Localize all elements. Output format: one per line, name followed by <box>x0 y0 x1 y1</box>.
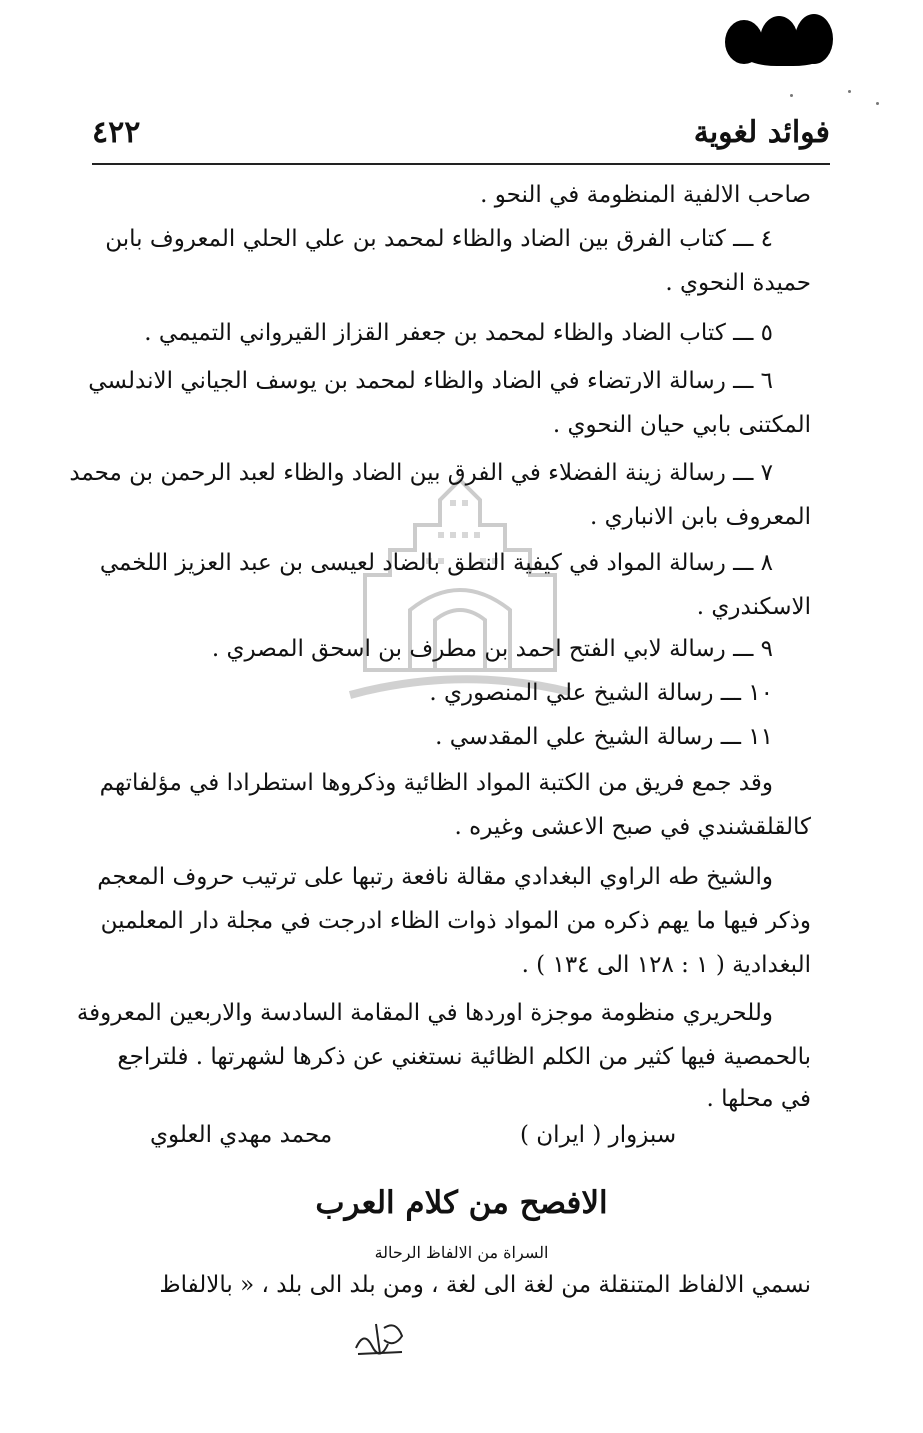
header-rule <box>92 163 830 165</box>
text-line: ٨ ـــ رسالة المواد في كيفية النطق بالضاد لعيسى بن عبد العزيز اللخمي <box>99 550 773 576</box>
text-line: ٩ ـــ رسالة لابي الفتح احمد بن مطرف بن اسحق المصري . <box>211 636 773 662</box>
text-line: وذكر فيها ما يهم ذكره من المواد ذوات الظاء ادرجت في مجلة دار المعلمين <box>100 908 811 934</box>
next-article-subtitle: السراة من الالفاظ الرحالة <box>374 1243 549 1262</box>
text-line: ٦ ـــ رسالة الارتضاء في الضاد والظاء لمحمد بن يوسف الجياني الاندلسي <box>88 368 773 394</box>
text-line: ١٠ ـــ رسالة الشيخ علي المنصوري . <box>429 680 773 706</box>
text-line: وقد جمع فريق من الكتبة المواد الظائية وذكروها استطرادا في مؤلفاتهم <box>99 770 773 796</box>
text-line: الاسكندري . <box>696 594 811 620</box>
page-number: ٤٢٢ <box>92 114 141 150</box>
page-header <box>92 108 830 156</box>
text-line: المكتنى بابي حيان النحوي . <box>552 412 811 438</box>
text-line: ٥ ـــ كتاب الضاد والظاء لمحمد بن جعفر القزاز القيرواني التميمي . <box>144 320 773 346</box>
text-line: وللحريري منظومة موجزة اوردها في المقامة السادسة والاربعين المعروفة <box>76 1000 773 1026</box>
text-line: ٧ ـــ رسالة زينة الفضلاء في الفرق بين الضاد والظاء لعبد الرحمن بن محمد <box>69 460 773 486</box>
text-line: ٤ ـــ كتاب الفرق بين الضاد والظاء لمحمد بن علي الحلي المعروف بابن <box>105 226 773 252</box>
text-line: حميدة النحوي . <box>665 270 811 296</box>
text-line: في محلها . <box>706 1086 811 1112</box>
next-article-title: الافصح من كلام العرب <box>315 1185 608 1221</box>
signature-name: محمد مهدي العلوي <box>150 1122 333 1148</box>
next-article-first-line: نسمي الالفاظ المتنقلة من لغة الى لغة ، ومن بلد الى بلد ، « بالالفاظ <box>159 1272 811 1298</box>
running-title: فوائد لغوية <box>693 114 830 150</box>
text-line: كالقلقشندي في صبح الاعشى وغيره . <box>454 814 811 840</box>
text-line: المعروف بابن الانباري . <box>590 504 811 530</box>
signature-place: سبزوار ( ايران ) <box>520 1122 677 1148</box>
text-line: ١١ ـــ رسالة الشيخ علي المقدسي . <box>435 724 773 750</box>
text-line: صاحب الالفية المنظومة في النحو . <box>480 182 811 208</box>
signature-stamp-icon <box>350 1310 410 1362</box>
text-line: البغدادية ( ١ : ١٢٨ الى ١٣٤ ) . <box>521 952 811 978</box>
text-line: والشيخ طه الراوي البغدادي مقالة نافعة رتبها على ترتيب حروف المعجم <box>97 864 773 890</box>
text-line: بالحمصية فيها كثير من الكلم الظائية نستغني عن ذكرها لشهرتها . فلتراجع <box>117 1044 811 1070</box>
